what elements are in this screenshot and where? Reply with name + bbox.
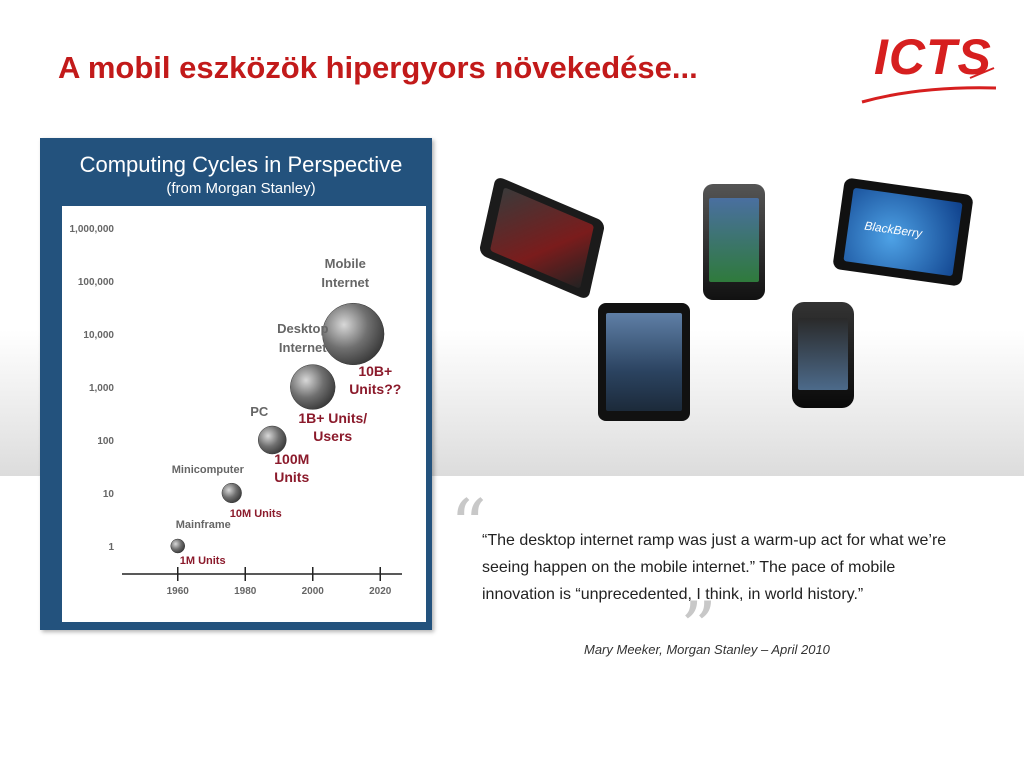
chart-panel (40, 138, 432, 630)
quote-text: “The desktop internet ramp was just a warm-up act for what we’re seeing happen on the mobile internet.” The pace of mobile innovation is “unprecedented, I think, in world history.” (482, 532, 947, 603)
y-tick-label: 1 (108, 542, 114, 553)
bubble (258, 426, 286, 454)
bubble (322, 303, 384, 365)
x-tick-label: 1980 (234, 586, 257, 597)
point-name-label: Internet (321, 275, 370, 290)
icts-logo (860, 28, 1000, 108)
bubble (222, 483, 242, 503)
point-name-label: Mainframe (175, 519, 231, 531)
point-name-label: Desktop (277, 321, 329, 336)
y-tick-label: 1,000 (88, 383, 114, 394)
y-tick-label: 1,000,000 (69, 224, 114, 235)
blackberry-tablet-icon (832, 177, 974, 286)
point-units-label: Units (274, 469, 310, 485)
quote-close-mark: ” (680, 586, 717, 670)
y-tick-label: 100,000 (77, 277, 114, 288)
galaxy-phone-icon (703, 184, 765, 300)
point-name-label: Internet (278, 340, 327, 355)
point-units-label: 1B+ Units/ (298, 410, 368, 426)
point-units-label: 1M Units (179, 555, 226, 567)
slide-title: A mobil eszközök hipergyors növekedése... (58, 50, 698, 85)
point-name-label: PC (250, 404, 269, 419)
quote-attribution: Mary Meeker, Morgan Stanley – April 2010 (584, 642, 830, 657)
x-tick-label: 1960 (166, 586, 189, 597)
chart-plot-area (62, 206, 426, 622)
point-name-label: Mobile (324, 256, 366, 271)
chart-svg (62, 206, 426, 622)
point-name-label: Minicomputer (171, 464, 244, 476)
chart-subtitle: (from Morgan Stanley) (166, 180, 316, 197)
tablet-icon (478, 175, 605, 300)
point-units-label: Users (313, 428, 353, 444)
y-tick-label: 10,000 (83, 330, 114, 341)
quote-open-mark: “ (450, 484, 487, 568)
y-tick-label: 100 (97, 436, 114, 447)
point-units-label: 10M Units (229, 508, 282, 520)
x-tick-label: 2020 (369, 586, 392, 597)
x-tick-label: 2000 (301, 586, 324, 597)
bubble (171, 539, 185, 553)
point-units-label: Units?? (349, 381, 402, 397)
bubble (290, 365, 335, 410)
point-units-label: 100M (274, 451, 310, 467)
blackberry-brand: BlackBerry (863, 218, 923, 241)
logo-text: ICTS (874, 29, 992, 85)
y-tick-label: 10 (102, 489, 114, 500)
ipad-icon (598, 303, 690, 421)
iphone-icon (792, 302, 854, 408)
chart-title: Computing Cycles in Perspective (79, 152, 403, 177)
point-units-label: 10B+ (358, 363, 393, 379)
